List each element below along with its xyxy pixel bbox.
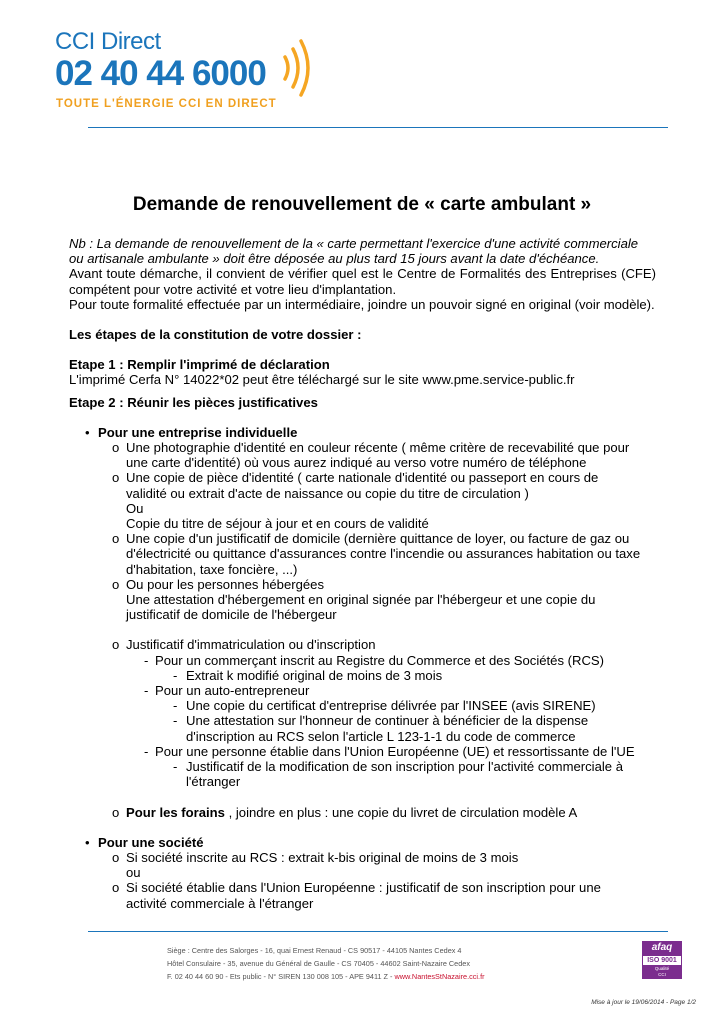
item-auto-sub-2: - Une attestation sur l'honneur de continuer à bénéficier de la dispense d'inscription au RCS selon l'article L 123-1-1 du code de commerce [173,713,589,744]
document-body [69,236,656,911]
item-photo: o Une photographie d'identité en couleur récente ( même critère de recevabilité que pour une carte d'identité) où vous aurez indiqué au verso votre numéro de téléphone [112,440,630,471]
badge-afaq: afaq [642,941,682,955]
signal-waves-icon [279,33,319,103]
steps-heading: Les étapes de la constitution de votre dossier : [69,327,362,343]
footer-line-3: F. 02 40 44 60 90 - Ets public - N° SIREN 130 008 105 - APE 9411 Z - www.NantesStNazaire.cci.fr [167,972,485,981]
item-immatriculation: o Justificatif d'immatriculation ou d'inscription [112,637,376,653]
footer-line-1: Siège : Centre des Salorges - 16, quai Ernest Renaud - CS 90517 - 44105 Nantes Cedex 4 [167,946,462,955]
step1-text: L'imprimé Cerfa N° 14022*02 peut être téléchargé sur le site www.pme.service-public.fr [69,372,575,388]
item-domicile: o Une copie d'un justificatif de domicile (dernière quittance de loyer, ou facture de gaz ou d'électricité ou quittance d'assurances contre l'incendie ou assurances habitation ou taxe d'habitation, taxe foncière, ...) [112,531,641,577]
logo-tagline: TOUTE L'ÉNERGIE CCI EN DIRECT [56,98,277,110]
item-auto-entrepreneur: - Pour un auto-entrepreneur [144,683,310,699]
item-forains: o Pour les forains , joindre en plus : une copie du livret de circulation modèle A [112,804,578,820]
intermediary-paragraph: Pour toute formalité effectuée par un intermédiaire, joindre un pouvoir signé en original (voir modèle). [69,296,655,312]
item-id-copy: o Une copie de pièce d'identité ( carte nationale d'identité ou passeport en cours de validité ou extrait d'acte de naissance ou copie du titre de circulation ) Ou Copie du titre de séjour à jour et en cours de validité [112,470,599,532]
individual-heading: Pour une entreprise individuelle [98,424,298,440]
footer-address [167,944,485,983]
header-divider [88,127,668,128]
item-ue-person-sub: - Justificatif de la modification de son inscription pour l'activité commerciale à l'étranger [173,759,623,790]
website-link[interactable]: www.NantesStNazaire.cci.fr [394,972,485,981]
bullet-individual [69,425,656,440]
afaq-iso-badge [642,941,682,983]
footer-line-2: Hôtel Consulaire - 35, avenue du Général de Gaulle - CS 70405 - 44602 Saint-Nazaire Cedex [167,959,470,968]
society-heading: Pour une société [98,834,204,850]
item-auto-sub-1: - Une copie du certificat d'entreprise délivrée par l'INSEE (avis SIRENE) [173,698,596,714]
item-ue-person: - Pour une personne établie dans l'Union Européenne (UE) et ressortissante de l'UE [144,743,635,759]
badge-bottom: Qualité CCI ENTREPRISES [642,966,682,979]
badge-iso: ISO 9001 [642,955,682,966]
item-hebergement: o Ou pour les personnes hébergées Une attestation d'hébergement en original signée par l'hébergeur et une copie du justificatif de domicile de l'hébergeur [112,576,596,623]
item-rcs: - Pour un commerçant inscrit au Registre du Commerce et des Sociétés (RCS) [144,652,604,668]
item-society-rcs: o Si société inscrite au RCS : extrait k-bis original de moins de 3 mois ou [112,849,519,881]
cci-direct-logo [55,28,335,118]
page-title: Demande de renouvellement de « carte ambulant » [132,194,592,215]
cfe-paragraph: Avant toute démarche, il convient de vérifier quel est le Centre de Formalités des Entreprises (CFE) compétent pour votre activité et votre lieu d'implantation. [69,266,656,297]
footer-divider [88,931,668,932]
item-society-ue: o Si société établie dans l'Union Européenne : justificatif de son inscription pour une activité commerciale à l'étranger [112,880,601,911]
step1-heading: Etape 1 : Remplir l'imprimé de déclaration [69,357,330,373]
logo-phone-number: 02 40 44 6000 [55,54,266,93]
nb-line-2: ou artisanale ambulante » doit être déposée au plus tard 15 jours avant la date d'échéance. [69,251,600,267]
logo-brand: CCI Direct [55,28,161,55]
bullet-marker: • [85,834,90,850]
bullet-marker: • [85,424,90,440]
item-rcs-sub: - Extrait k modifié original de moins de 3 mois [173,667,443,683]
update-note: Mise à jour le 19/06/2014 - Page 1/2 [591,999,696,1006]
nb-line-1: Nb : La demande de renouvellement de la « carte permettant l'exercice d'une activité commerciale [69,236,639,251]
bullet-society [69,835,656,850]
step2-heading: Etape 2 : Réunir les pièces justificatives [69,394,318,410]
